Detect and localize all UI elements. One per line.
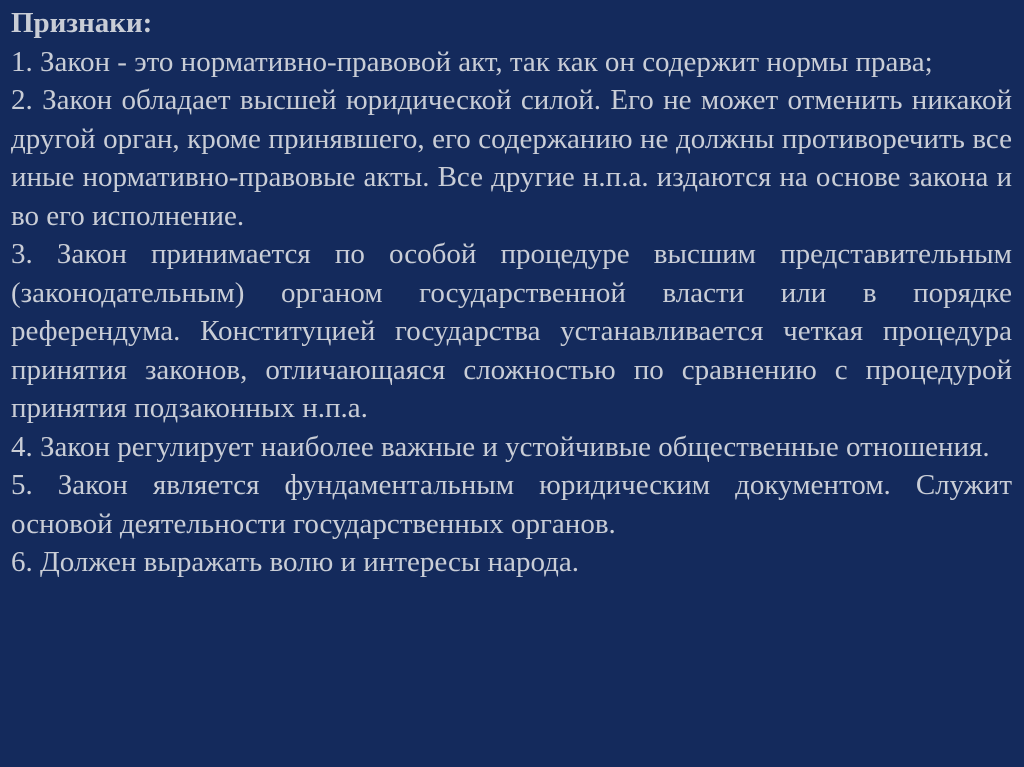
slide-heading: Признаки: <box>11 7 153 39</box>
list-item-5: 5. Закон является фундаментальным юридическим документом. Служит основой деятельности государственных органов. <box>11 469 1012 540</box>
list-item-3: 3. Закон принимается по особой процедуре высшим представительным (законодательным) органом государственной власти или в порядке референдума. Конституцией государства устанавливается четкая процедура принятия законов, отличающаяся сложностью по сравнению с процедурой принятия подзаконных н.п.а. <box>11 238 1012 424</box>
list-item-6: 6. Должен выражать волю и интересы народа. <box>11 546 580 578</box>
list-item-4: 4. Закон регулирует наиболее важные и устойчивые общественные отношения. <box>11 430 990 463</box>
list-item-1: 1. Закон - это нормативно-правовой акт, так как он содержит нормы права; <box>11 45 933 78</box>
list-item-2: 2. Закон обладает высшей юридической силой. Его не может отменить никакой другой орган, кроме принявшего, его содержанию не должны противоречить все иные нормативно-правовые акты. Все другие н.п.а. издаются на основе закона и во его исполнение. <box>11 84 1012 232</box>
